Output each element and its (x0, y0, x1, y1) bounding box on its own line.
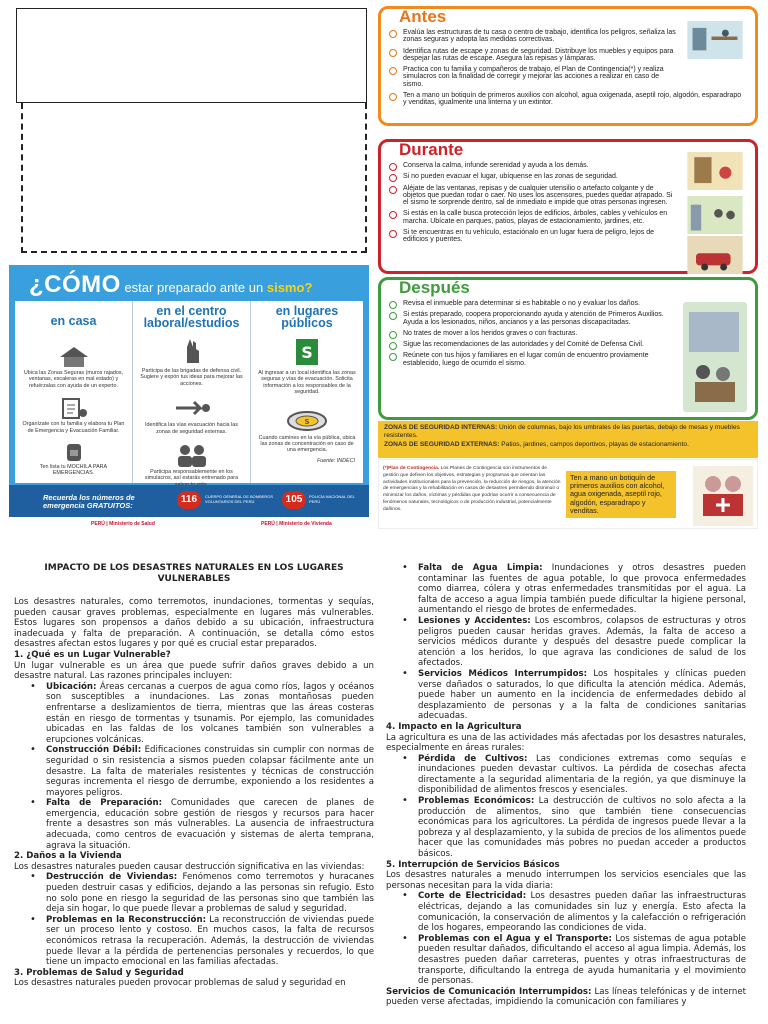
section-intro: Los desastres naturales a menudo interrumpen los servicios esenciales que las personas necesitan para la vida diaria: (386, 870, 746, 891)
article-title: IMPACTO DE LOS DESASTRES NATURALES EN LOS LUGARES VULNERABLES (44, 563, 344, 584)
section-intro: Los desastres naturales pueden provocar problemas de salud y seguridad en (14, 978, 346, 989)
contingency-plan-definition (383, 466, 563, 514)
column-item: Ubica las Zonas Seguras (muros rajados, ventanas, escaleras en mal estado) y refuérzalas con ayuda de un experto. (23, 370, 124, 389)
emergency-footer (9, 485, 369, 517)
svg-text:S: S (304, 417, 310, 426)
zonas-externas-text: Patios, jardines, campos deportivos, playas de estacionamiento. (501, 440, 689, 448)
bullet-key: Servicios Médicos Interrumpidos: (418, 668, 588, 679)
logo-vivienda: PERÚ | Ministerio de Vivienda (261, 521, 332, 527)
bullet-item (408, 891, 746, 933)
column-heading: en lugares públicos (275, 304, 339, 330)
tip-item: No trates de mover a los heridos graves o con fracturas. (387, 330, 677, 337)
tip-item: Revisa el inmueble para determinar si es habitable o no y evaluar los daños. (387, 300, 677, 307)
bullet-key: Corte de Electricidad: (418, 891, 527, 902)
bullet-key: Falta de Agua Limpia: (418, 563, 543, 573)
contingency-plan-box (378, 459, 758, 529)
bullet-key: Problemas con el Agua y el Transporte: (418, 933, 612, 944)
bullet-text: Los hospitales y clínicas pueden verse dañados o saturados, lo que dificulta la atención médica. Además, puede haber un aumento en la incidencia de enfermedades debido al desplazamiento de personas y a la falta de condiciones sanitarias adecuadas. (418, 668, 746, 722)
bullet-item (408, 796, 746, 860)
car-illustration-icon (683, 236, 747, 274)
logo-minsa: PERÚ | Ministerio de Salud (91, 521, 155, 527)
panel-antes (378, 6, 758, 126)
column-item: Al ingresar a un local identifica las zonas seguras y vías de evacuación. Solicita información a los responsables de la seguridad. (258, 370, 356, 396)
emergency-number-bomberos: 116 (177, 491, 201, 509)
column-item: Ten lista tu MOCHILA PARA EMERGENCIAS. (39, 464, 108, 477)
backpack-icon (59, 440, 89, 462)
contingency-plan-text: Los Planes de Contingencia son instrumentos de gestión que definen los objetivos, estrategias y programas que orientan las actividades institucionales para la prevención, la reducción de riesgos, la atención de emergencias y la rehabilitación en casos de desastres permitiendo disminuir o minimizar los daños, víctimas y pérdidas que podrían ocurrir a consecuencia de fenómenos naturales, tecnológicos o de producción industrial, potencialmente dañinos. (383, 466, 561, 512)
tip-item: Practica con tu familia y compañeros de trabajo, el Plan de Contingencia(*) y realiza simulacros con la finalidad de corregir y mejorar las acciones a realizar en caso de sismo. (387, 66, 677, 88)
bullet-list (408, 563, 746, 722)
bullet-text: La reconstrucción de viviendas puede ser un proceso lento y costoso. En muchos casos, la falta de recursos económicos retrasa la recuperación. Además, la destrucción de viviendas puede llevar a la pérdida de pertenencias personales y recuerdos, lo que tiene un impacto emocional en las familias afectadas. (46, 914, 374, 968)
column-item: Participa de las brigadas de defensa civil. Sugiere y expón tus ideas para mejorar las acciones. (140, 368, 243, 387)
svg-text:S: S (301, 343, 313, 362)
bullet-list (36, 682, 374, 852)
section-heading: 4. Impacto en la Agricultura (386, 721, 522, 732)
tip-item: Sigue las recomendaciones de las autoridades y del Comité de Defensa Civil. (387, 341, 677, 348)
emergency-number-policia: 105 (282, 491, 306, 509)
tip-item: Identifica rutas de escape y zonas de seguridad. Distribuye los muebles y equipos para despejar las rutas de escape. Asegura las repisas y lámparas. (387, 48, 677, 63)
safe-zone-sign-icon (294, 337, 320, 367)
bullet-text: La destrucción de cultivos no solo afecta a la producción de alimentos, sino que también tiene consecuencias económicas para los agricultores. La pérdida de ingresos puede llevar a la pobreza y al desplazamiento, y la subida de precios de los alimentos puede hacer que las comunidades más pobres no puedan acceder a productos básicos. (418, 796, 746, 860)
bullet-key: Falta de Preparación: (46, 798, 163, 809)
bullet-key: Construcción Débil: (46, 745, 142, 756)
infographic-title (9, 265, 369, 299)
tip-item: Evalúa las estructuras de tu casa o centro de trabajo, identifica los peligros, señaliza las zonas seguras y adopta las medidas correctivas. (387, 29, 677, 44)
section-heading: 3. Problemas de Salud y Seguridad (14, 967, 184, 978)
bullet-key: Lesiones y Accidentes: (418, 615, 531, 626)
tip-item: Conserva la calma, infunde serenidad y ayuda a los demás. (387, 162, 677, 169)
title-sismo: sismo (266, 280, 305, 295)
column-item: Cuando camines en la vía pública, ubica las zonas de concentración en caso de una emergencia. (258, 434, 356, 454)
bullet-key: Problemas en la Reconstrucción: (46, 914, 207, 925)
tip-item: Ten a mano un botiquín de primeros auxilios con alcohol, agua oxigenada, aseptil rojo, algodón, esparadrapo y venditas, igualmente una linterna y un extintor. (387, 92, 742, 107)
emergency-label-bomberos: CUERPO GENERAL DE BOMBEROS VOLUNTARIOS DEL PERÚ (205, 494, 274, 504)
bullet-text: Fenómenos como terremotos y huracanes pueden destruir casas y edificios, dejando a las personas sin refugio. Esto no solo pone en riesgo la seguridad de las personas sino que también las deja sin hogar, lo que puede llevar a problemas de salud y seguridad. (46, 872, 374, 915)
bullet-text: Edificaciones construidas sin cumplir con normas de seguridad o sin resistencia a sismos pueden colapsar fácilmente ante un desastre. La falta de materiales resistentes y técnicas de construcción seguras incrementa el riesgo de derrumbe, exponiendo a los residentes a mayores peligros. (46, 745, 375, 798)
panel-durante (378, 139, 758, 274)
office-illustration-icon (683, 21, 747, 59)
tip-item: Si no pueden evacuar el lugar, ubíquense en las zonas de seguridad. (387, 173, 677, 180)
bullet-item (36, 872, 374, 914)
first-aid-note: Ten a mano un botiquín de primeros auxilios con alcohol, agua oxigenada, aseptil rojo, algodón, esparadrapo y venditas. (566, 471, 676, 518)
panel-title: Durante (399, 140, 464, 159)
section-heading: 1. ¿Qué es un Lugar Vulnerable? (14, 649, 171, 660)
bullet-text: Los sistemas de agua potable pueden resultar dañados, dificultando el acceso al agua limpia. Además, los desastres pueden dañar carreteras, puentes y otras infraestructuras de transporte, dificultando la entrega de ayuda humanitaria y el movimiento de personas. (418, 933, 746, 987)
column-centro-laboral (133, 301, 251, 483)
bullet-text: Comunidades que carecen de planes de emergencia, educación sobre gestión de riesgos y recursos para hacer frente a desastres son más vulnerables. La ausencia de infraestructura adecuada, como centros de evacuación y sistemas de alerta temprana, agrava la situación. (46, 798, 374, 851)
people-group-icon (172, 443, 212, 467)
bullet-item (36, 915, 374, 968)
title-como: ¿CÓMO (29, 271, 121, 298)
bullet-list (408, 754, 746, 860)
rescue-illustration-icon (683, 302, 747, 412)
blank-frame-top (16, 8, 367, 103)
section-intro: La agricultura es una de las actividades más afectadas por los desastres naturales, especialmente en áreas rurales: (386, 732, 746, 754)
zonas-internas-text: Unión de columnas, bajo los umbrales de las puertas, debajo de mesas y muebles resistentes. (384, 424, 740, 440)
como-infographic (9, 265, 369, 517)
column-en-casa (15, 301, 133, 483)
hand-raised-icon (177, 335, 207, 365)
dashed-frame (21, 103, 367, 253)
zonas-internas (384, 424, 752, 441)
emergency-label-policia: POLICÍA NACIONAL DEL PERÚ (309, 494, 355, 504)
tip-item: Reúnete con tus hijos y familiares en el lugar común de encuentro proviamente establecido, luego de ocurrido el sismo. (387, 352, 677, 367)
bullet-item (36, 745, 374, 798)
bullet-list (408, 891, 746, 986)
column-item: Organízate con tu familia y elabora tu Plan de Emergencia y Evacuación Familiar. (22, 421, 125, 434)
contingency-plan-label: (*)Plan de Contingencia. (383, 466, 440, 471)
bullet-item (408, 669, 746, 722)
bullet-item (408, 616, 746, 669)
tip-item: Aléjate de las ventanas, repisas y de cualquier utensilio o artefacto colgante y de objetos que puedan rodar o caer. No uses los ascensores, puedes quedar atrapado. Si el sismo te sorprende dentro, sal de inmediato e impide que otras personas ingresen. (387, 185, 677, 207)
bullet-item (36, 798, 374, 851)
bullet-text: Los escombros, colapsos de estructuras y otros peligros pueden causar heridas graves. Además, la falta de acceso a servicios médicos durante y después del desastre puede complicar la atención a los heridos, lo que agrava las condiciones de salud de los afectados. (418, 615, 746, 669)
bullet-list (36, 872, 374, 967)
tip-item: Si estás en la calle busca protección lejos de edificios, árboles, cables y vehículos en marcha. Ubícate en parques, patios, playas de estacionamiento, jardines, etc. (387, 210, 677, 225)
bullet-text: Inundaciones y otros desastres pueden contaminar las fuentes de agua potable, lo que provoca enfermedades como diarrea, cólera y otras enfermedades transmitidas por el agua. La falta de acceso a agua limpia también puede dificultar la higiene personal, aumentando el riesgo de brotes de enfermedades. (418, 563, 747, 616)
infographic-columns (15, 301, 363, 483)
article-column-right (386, 563, 746, 1008)
people-street-illustration-icon (683, 196, 747, 234)
bullet-text: Las líneas telefónicas y de internet pueden verse afectadas, impidiendo la comunicación con familiares y (386, 986, 746, 1008)
zonas-externas-label: ZONAS DE SEGURIDAD EXTERNAS: (384, 440, 500, 448)
checklist-icon (59, 397, 89, 419)
article-column-left (14, 563, 374, 989)
bullet-text: Los desastres pueden dañar las infraestructuras eléctricas, dejando a las comunidades sin luz y energía. Esto afecta la comunicación, la conservación de alimentos y la calefacción o refrigeración de los hogares, empeorando las condiciones de vida. (418, 891, 746, 934)
column-item: Identifica las vías evacuación hacia las zonas de seguridad externas. (145, 422, 238, 435)
panel-title: Después (399, 278, 470, 297)
tip-item: Si estás preparado, coopera proporcionando ayuda y atención de Primeros Auxilios. Ayuda a los lesionados, niños, ancianos y a las personas discapacitadas. (387, 311, 677, 326)
bullet-item (36, 682, 374, 746)
first-aid-kit-illustration-icon (693, 466, 753, 526)
tip-item: Si te encuentras en tu vehículo, estaciónalo en un lugar fuera de peligro, lejos de edificios y puentes. (387, 229, 677, 244)
section-heading: 5. Interrupción de Servicios Básicos (386, 859, 560, 870)
falling-objects-illustration-icon (683, 152, 747, 190)
zonas-externas (384, 441, 752, 449)
trailing-paragraph (386, 987, 746, 1008)
bullet-text: Áreas cercanas a cuerpos de agua como ríos, lagos y océanos son susceptibles a inundaciones. Las zonas montañosas pueden enfrentarse a deslizamientos de tierra, mientras que las áreas costeras están en riesgo de tormentas y tsunamis. Por ejemplo, las comunidades ubicadas en las faldas de los volcanes también son vulnerables a erupciones volcánicas. (46, 681, 374, 745)
safety-zones-box (378, 421, 758, 458)
bullet-key: Ubicación: (46, 681, 97, 692)
house-icon (54, 345, 94, 367)
bullet-item (408, 563, 746, 616)
panel-title: Antes (399, 7, 447, 26)
bullet-key: Pérdida de Cultivos: (418, 753, 528, 764)
bullet-key: Problemas Económicos: (418, 796, 535, 807)
assembly-point-icon (285, 410, 329, 432)
title-rest: estar preparado ante un (124, 280, 264, 295)
column-heading: en casa (50, 314, 97, 328)
column-lugares-publicos (251, 301, 363, 483)
section-heading: 2. Daños a la Vivienda (14, 851, 122, 862)
column-heading: en el centro laboral/estudios (143, 304, 240, 330)
government-logos (9, 521, 369, 541)
bullet-item (408, 934, 746, 987)
zonas-internas-label: ZONAS DE SEGURIDAD INTERNAS: (384, 424, 498, 431)
bullet-key: Destrucción de Viviendas: (46, 872, 178, 883)
evacuation-arrows-icon (172, 397, 212, 419)
title-suffix: ? (304, 280, 313, 295)
bullet-key: Servicios de Comunicación Interrumpidos: (386, 986, 592, 997)
section-intro: Los desastres naturales pueden causar destrucción significativa en las viviendas: (14, 861, 365, 872)
section-intro: Un lugar vulnerable es un área que puede sufrir daños graves debido a un desastre natural. Las razones principales incluyen: (14, 660, 374, 682)
column-item: Participa responsablemente en los simulacros, así estarás entrenado para (144, 469, 239, 482)
bullet-text: Las condiciones extremas como sequías e inundaciones pueden devastar cultivos. La pérdida de cosechas afecta directamente a la seguridad alimentaria de la región, ya que disminuye la disponibilidad de alimentos frescos y esenciales. (418, 753, 747, 796)
article-intro: Los desastres naturales, como terremotos, inundaciones, tormentas y sequías, pueden causar graves problemas, especialmente en lugares más vulnerables. Estos lugares son propensos a daños debido a su ubicación, infraestructura inadecuada y falta de preparación. A continuación, se detalla cómo estos desastres afectan estos lugares y por qué es crucial estar preparados. (14, 597, 374, 650)
emergency-reminder: Recuerda los números de emergencia GRATUITOS: (43, 493, 135, 510)
panel-despues (378, 277, 758, 420)
bullet-item (408, 754, 746, 796)
source-note: Fuente: INDECI (316, 457, 355, 464)
